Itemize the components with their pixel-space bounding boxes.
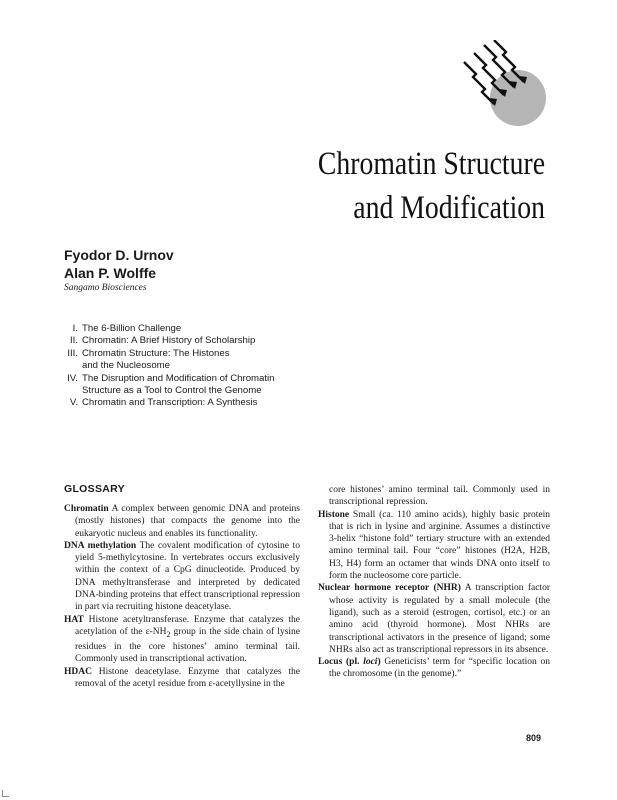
glossary-entry [64, 503, 300, 540]
glossary-entry [318, 582, 550, 656]
toc-item-line: and the Nucleosome [82, 360, 170, 372]
toc-item-title [82, 323, 380, 335]
chapter-logo-icon [462, 40, 548, 130]
glossary-entry-continued: core histones’ amino terminal tail. Commonly used in transcriptional repression. [329, 485, 550, 508]
glossary-term-text: Histone [318, 509, 350, 520]
toc-item-title [82, 335, 380, 347]
glossary-column-left [64, 503, 300, 690]
glossary-term-end: ) [377, 657, 381, 668]
glossary-entry [318, 656, 550, 681]
chapter-title-line-2: and Modification [353, 190, 545, 226]
glossary-definition: A complex between genomic DNA and proteins (mostly histones) that compacts the genome into the eukaryotic nucleus and enables its functionality. [75, 504, 300, 539]
glossary-definition: Histone deacetylase. Enzyme that catalyzes the removal of the acetyl residue from ε-acetyllysine in the [75, 666, 300, 690]
page-number: 809 [526, 733, 542, 743]
toc-item [60, 323, 380, 335]
toc-item-number: IV. [67, 372, 78, 384]
toc-item [60, 397, 380, 409]
glossary-term [64, 615, 84, 625]
glossary-definition: A transcription factor whose activity is regulated by a small molecule (the ligand), such as a steroid (estrogen, cortisol, etc.) or an amino acid (thyroid hormone). Most NHRs are transcriptional activators in the presence of ligand; some NHRs also act as transcriptional repressors in its absence. [329, 583, 550, 655]
glossary-term-text: HAT [64, 614, 84, 625]
glossary-entry [318, 509, 550, 583]
author-list [64, 246, 174, 282]
glossary-term-text: DNA methylation [64, 540, 137, 551]
toc-item-title [82, 397, 380, 409]
glossary-definition: group in the side chain of lysine residues in the core histones’ amino terminal tail. Commonly used in transcriptional activation. [75, 626, 300, 665]
glossary-entry [64, 614, 300, 666]
toc-item-number: I. [72, 323, 78, 334]
glossary-entry [64, 540, 300, 614]
toc-item-line: Chromatin Structure: The Histones [82, 347, 230, 359]
toc-item [60, 373, 380, 398]
glossary-term [64, 667, 92, 677]
glossary-term [318, 657, 381, 667]
toc-item-number: II. [70, 335, 78, 347]
toc-item [60, 335, 380, 347]
glossary-term-text: HDAC [64, 666, 92, 677]
glossary-term [318, 583, 461, 593]
chapter-title-line-1: Chromatin Structure [317, 146, 545, 182]
toc-item [60, 348, 380, 373]
glossary-entry [64, 666, 300, 691]
glossary-term [64, 541, 136, 551]
author-name: Alan P. Wolffe [64, 265, 157, 281]
toc-item-line: The Disruption and Modification of Chromatin [82, 372, 275, 384]
toc-item-number: III. [67, 347, 78, 359]
glossary-subscript: 2 [166, 629, 171, 639]
glossary-term-text: Chromatin [64, 504, 109, 514]
toc-item-line: Chromatin and Transcription: A Synthesis [82, 397, 258, 409]
glossary-heading: GLOSSARY [64, 483, 125, 495]
chapter-title [226, 142, 545, 230]
glossary-definition: Small (ca. 110 amino acids), highly basic protein that is rich in lysine and arginine. Assumes a distinctive 3-helix “histone fold” tertiary structure with an extended amino terminal tail. Four “core” histones (H2A, H2B, H3, H4) form an octamer that winds DNA onto itself to form the nucleosome core particle. [329, 509, 550, 582]
toc-item-number: V. [69, 397, 78, 409]
glossary-term-italic: loci [363, 657, 378, 668]
crop-mark [2, 790, 9, 797]
author-name: Fyodor D. Urnov [64, 247, 174, 263]
toc-item-title [82, 373, 380, 398]
glossary-definition: The covalent modification of cytosine to yield 5-methylcytosine. In vertebrates occurs exclusively within the context of a CpG dinucleotide. Produced by DNA methyltransferase and interpreted by dedicated DNA-binding proteins that effect transcriptional repression in part via recruiting histone deacetylase. [75, 540, 300, 613]
glossary-term-text: Locus (pl. [318, 657, 364, 668]
toc-item-line: Structure as a Tool to Control the Genome [82, 385, 262, 397]
table-of-contents [60, 323, 380, 410]
glossary-term [64, 504, 109, 514]
glossary-column-right [318, 484, 550, 681]
toc-item-title [82, 348, 380, 373]
toc-item-line: The 6-Billion Challenge [82, 323, 182, 334]
toc-item-line: Chromatin: A Brief History of Scholarship [82, 335, 256, 347]
author-affiliation: Sangamo Biosciences [64, 283, 147, 293]
glossary-term [318, 510, 349, 520]
glossary-term-text: Nuclear hormone receptor (NHR) [318, 583, 461, 594]
glossary-definition: Geneticists’ term for “specific location on the chromosome (in the genome).” [329, 657, 550, 680]
glossary-definition: Histone acetyltransferase. Enzyme that catalyzes the acetylation of the ε-NH [75, 614, 300, 637]
